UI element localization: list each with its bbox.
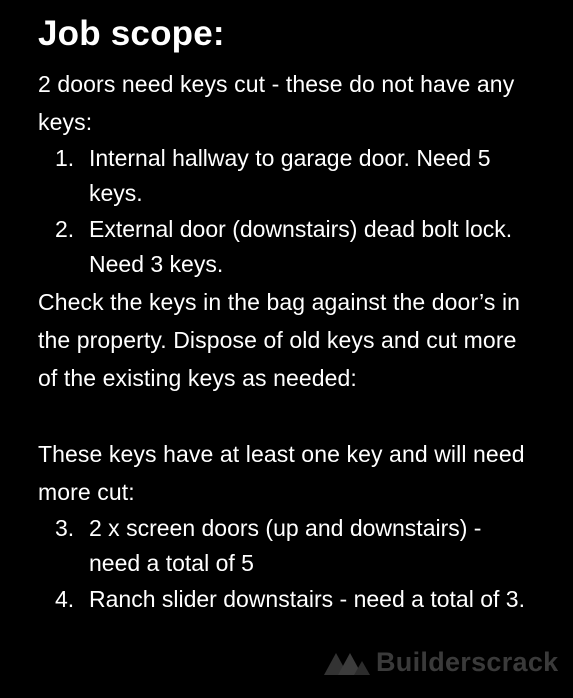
note-title: Job scope: (38, 14, 225, 53)
builderscrack-logo-icon (324, 649, 370, 675)
list-item-text: Ranch slider downstairs - need a total of 3. (89, 586, 525, 612)
watermark-text: Builderscrack (376, 646, 559, 677)
intro-text: 2 doors need keys cut - these do not have any keys: (38, 71, 515, 135)
list-number: 1. (55, 145, 75, 171)
no-keys-list (38, 141, 538, 282)
builderscrack-watermark (324, 646, 559, 678)
list-number: 3. (55, 515, 75, 541)
existing-keys-text: These keys have at least one key and will need more cut: (38, 441, 525, 505)
list-item-text: Internal hallway to garage door. Need 5 keys. (89, 145, 491, 206)
list-item-text: External door (downstairs) dead bolt lock. Need 3 keys. (89, 216, 513, 277)
list-item (38, 141, 538, 211)
existing-keys-list (38, 511, 538, 617)
list-number: 4. (55, 586, 75, 612)
list-item (38, 582, 538, 617)
list-item (38, 511, 538, 581)
check-keys-text: Check the keys in the bag against the door’s in the property. Dispose of old keys and cut more of the existing keys as needed: (38, 289, 521, 391)
list-item-text: 2 x screen doors (up and downstairs) - need a total of 5 (89, 515, 482, 576)
list-number: 2. (55, 216, 75, 242)
job-scope-note (38, 0, 538, 618)
list-item (38, 212, 538, 282)
